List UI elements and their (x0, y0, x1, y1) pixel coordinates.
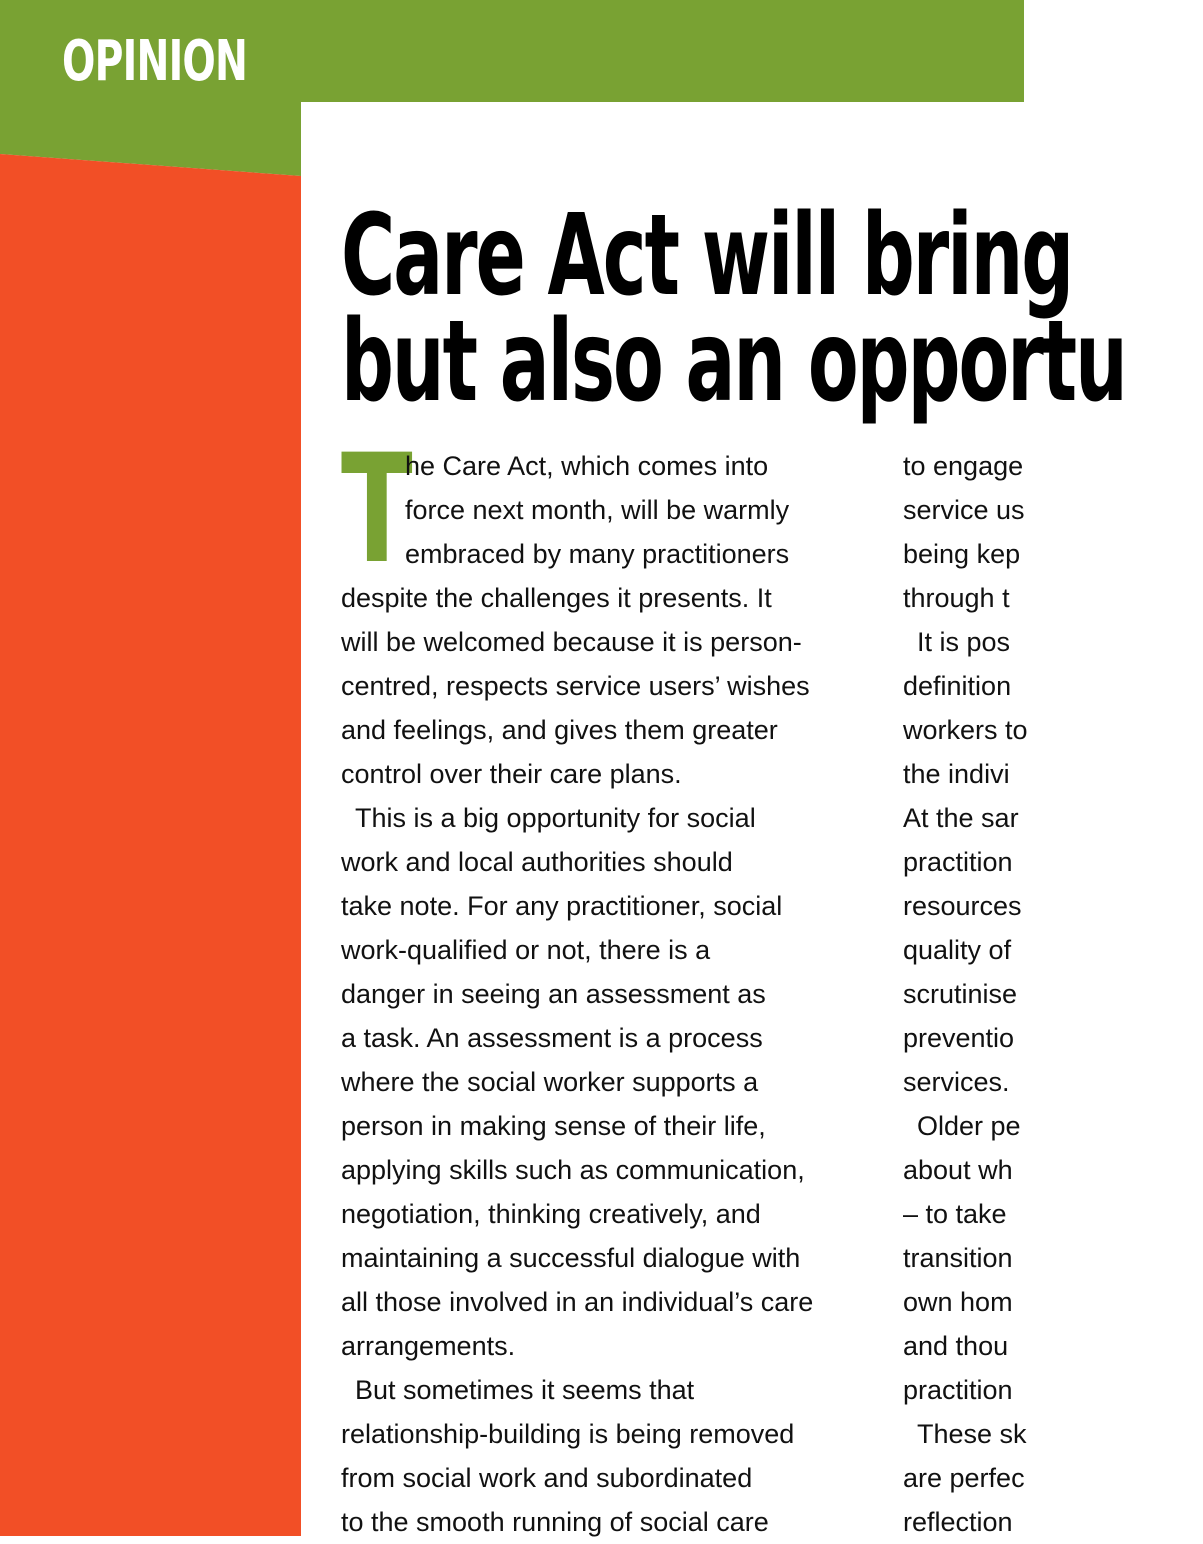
text-line: person in making sense of their life, (341, 1111, 766, 1141)
text-line: being kep (903, 539, 1021, 569)
text-line: own hom (903, 1287, 1013, 1317)
drop-cap: T (341, 423, 413, 597)
text-line: from social work and subordinated (341, 1463, 753, 1493)
text-line: a task. An assessment is a process (341, 1023, 763, 1053)
text-line: take note. For any practitioner, social (341, 891, 783, 921)
headline (341, 191, 1126, 427)
text-line: force next month, will be warmly (405, 495, 790, 525)
text-line: are perfec (903, 1463, 1025, 1493)
text-line: the indivi (903, 759, 1010, 789)
text-line: and thou (903, 1331, 1009, 1361)
text-line: transition (903, 1243, 1013, 1273)
text-line: scrutinise (903, 979, 1018, 1009)
text-line: These sk (917, 1419, 1027, 1449)
text-line: negotiation, thinking creatively, and (341, 1199, 761, 1229)
text-line: danger in seeing an assessment as (341, 979, 766, 1009)
text-line: This is a big opportunity for social (355, 803, 756, 833)
column-2-body (903, 444, 1203, 1544)
text-line: through t (903, 583, 1010, 613)
text-line: At the sar (903, 803, 1019, 833)
text-line: arrangements. (341, 1331, 516, 1361)
text-line: reflection (903, 1507, 1013, 1537)
text-line: work-qualified or not, there is a (341, 935, 711, 965)
text-line: service us (903, 495, 1025, 525)
first-lines (341, 423, 863, 597)
text-line: to engage (903, 451, 1024, 481)
text-line: It is pos (917, 627, 1011, 657)
text-line: centred, respects service users’ wishes (341, 671, 810, 701)
text-line: embraced by many practitioners (405, 539, 790, 569)
text-line: will be welcomed because it is person- (341, 627, 802, 657)
text-line: preventio (903, 1023, 1015, 1053)
text-line: work and local authorities should (341, 847, 733, 877)
text-line: resources (903, 891, 1022, 921)
text-line: – to take (903, 1199, 1007, 1229)
text-line: relationship-building is being removed (341, 1419, 795, 1449)
text-line: all those involved in an individual’s care (341, 1287, 814, 1317)
text-line: where the social worker supports a (341, 1067, 759, 1097)
text-line: practition (903, 847, 1013, 877)
text-line: applying skills such as communication, (341, 1155, 805, 1185)
text-line: to the smooth running of social care (341, 1507, 769, 1537)
text-line: services. (903, 1067, 1010, 1097)
text-line: But sometimes it seems that (355, 1375, 695, 1405)
text-line: he Care Act, which comes into (405, 451, 769, 481)
column-1-body (341, 576, 863, 1544)
article-column-2 (903, 444, 1203, 1544)
text-line: quality of (903, 935, 1012, 965)
text-line: Older pe (917, 1111, 1021, 1141)
text-line: workers to (903, 715, 1028, 745)
section-label: OPINION (62, 29, 248, 94)
text-line: control over their care plans. (341, 759, 682, 789)
text-line: and feelings, and gives them greater (341, 715, 778, 745)
text-line: definition (903, 671, 1012, 701)
text-line: about wh (903, 1155, 1013, 1185)
text-line: practition (903, 1375, 1013, 1405)
article-column-1 (341, 423, 863, 1544)
text-line: despite the challenges it presents. It (341, 583, 772, 613)
text-line: maintaining a successful dialogue with (341, 1243, 801, 1273)
headline-line-2: but also an opportu (341, 297, 1126, 427)
headline-line-1: Care Act will bring (341, 191, 1073, 321)
side-panel (0, 0, 301, 1536)
